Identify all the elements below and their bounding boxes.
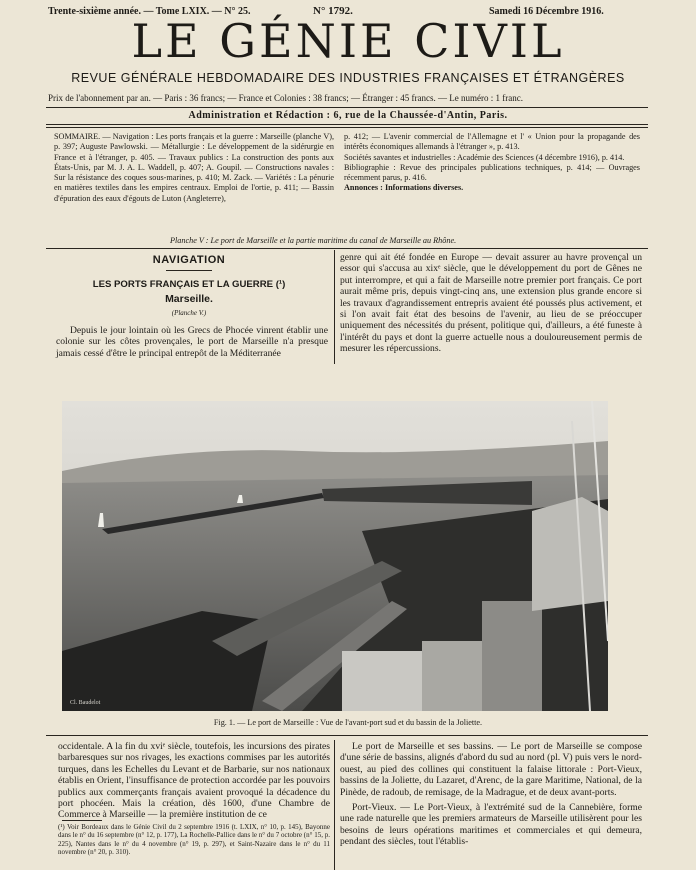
issue-date: Samedi 16 Décembre 1916. [489, 6, 604, 17]
caption-rule [46, 735, 648, 736]
administration-address: Administration et Rédaction : 6, rue de la Chaussée-d'Antin, Paris. [188, 110, 508, 121]
summary-rule [46, 248, 648, 249]
port-vieux-paragraph: Port-Vieux. — Le Port-Vieux, à l'extrémité sud de la Cannebière, forme une rade naturelle que les premiers armateurs de Marseille utilisèrent pour les besoins de leurs opérations maritimes et commerciales et qui demeura, pendant des siècles, tout l'établis- [340, 802, 642, 848]
issue-number: N° 1792. [313, 5, 353, 17]
section-title: NAVIGATION [152, 254, 226, 266]
article-subtitle: Marseille. [165, 293, 213, 305]
figure-caption: Fig. 1. — Le port de Marseille : Vue de l'avant-port sud et du bassin de la Joliette. [213, 718, 483, 727]
summary-right-item: p. 412; — L'avenir commercial de l'Allemagne et l' « Union pour la propagande des intérêts économiques allemands à l'étranger », p. 413. [344, 132, 640, 152]
footnote: (¹) Voir Bordeaux dans le Génie Civil du 2 septembre 1916 (t. LXIX, n° 10, p. 145), Bayonne dans le n° du 16 septembre (n° 12, p. 177), La Rochelle-Pallice dans le n° du 7 octobre (n° 15, p. 225), Nantes dans le n° du 4 novembre (n° 19, p. 297), et Saint-Nazaire dans le n° du 11 novembre (n° 20, p. 310). [58, 823, 330, 857]
summary-right-item: Bibliographie : Revue des principales publications techniques, p. 414; — Ouvrages récemment parus, p. 416. [344, 162, 640, 183]
section-rule [166, 270, 212, 271]
basins-paragraph: Le port de Marseille et ses bassins. — Le port de Marseille se compose d'une série de bassins, alignés d'abord du sud au nord (pl. V) puis vers le nord-ouest, au pied des collines qui constituent la falaise littorale : Port-Vieux, bassins de la Joliette, du Lazaret, d'Arenc, de la gare Maritime, National, de la Pinède, de radoub, de remisage, de la Madrague, et de deux avant-ports. [340, 741, 642, 798]
harbour-photo [62, 401, 608, 711]
issue-info: Trente-sixième année. — Tome LXIX. — N° 25. [48, 6, 251, 17]
harbour-photo-illustration [62, 401, 608, 711]
header-double-rule [46, 124, 648, 128]
article-col2: genre qui ait été fondée en Europe — devait assurer au havre provençal un essor qui s'accusa au xixᵉ siècle, que le développement du port de Gênes ne put interrompre, et qui a fait de Marseille notre premier port français. Ce port aurait même pris, depuis vingt-cinq ans, une extension plus grande encore si les travaux d'agrandissement entrepris avaient été poussés plus activement, et si l'on avait fait état des besoins de l'avenir, au lieu de se préoccuper uniquement des nécessités du présent, politique qui, d'ailleurs, a été funeste à l'intérêt du pays et dont la guerre actuelle nous a douloureusement permis de mesurer les répercussions. [340, 252, 642, 355]
footnote-rule [62, 820, 102, 821]
article-intro: Depuis le jour lointain où les Grecs de Phocée vinrent établir une colonie sur les côtes provençales, le port de Marseille n'a presque jamais cessé d'être le principal entrepôt de la Méditerranée [56, 325, 328, 359]
article-title: LES PORTS FRANÇAIS ET LA GUERRE (¹) [92, 279, 286, 290]
summary-right-item: Annonces : Informations diverses. [344, 183, 464, 193]
column-divider [334, 250, 335, 364]
photo-credit: Cl. Baudelot [70, 700, 101, 706]
summary-left: SOMMAIRE. — Navigation : Les ports français et la guerre : Marseille (planche V), p. 397; Auguste Pawlowski. — Métallurgie : Le développement de la sidérurgie en France et à l'étranger, p. 405. — Travaux publics : La construction des ponts aux États-Unis, par M. J. A. L. Waddell, p. 407; A. Goupil. — Constructions navales : Sur la résistance des coques sous-marines, p. 410; M. Zack. — Variétés : La pénurie en matières textiles dans les empires centraux. Emploi de l'ortie, p. 411; — Bassin d'épuration des eaux d'égouts de Luton (Angleterre), [54, 132, 334, 203]
planche-reference: (Planche V.) [171, 309, 207, 317]
article-col2-lower [340, 741, 642, 848]
planche-note: Planche V : Le port de Marseille et la partie maritime du canal de Marseille au Rhône. [170, 236, 457, 245]
journal-title: LE GÉNIE CIVIL [131, 14, 565, 68]
subscription-price: Prix de l'abonnement par an. — Paris : 36 francs; — France et Colonies : 38 francs; — Étranger : 45 francs. — Le numéro : 1 franc. [48, 93, 523, 103]
header-rule [46, 107, 648, 108]
article-continuation: occidentale. A la fin du xviᵉ siècle, toutefois, les incursions des pirates barbaresques sur nos rivages, les exactions commises par les autorités turques, dans les Echelles du Levant et de Barbarie, sur nos nationaux établis en Orient, l'insuffisance de protection accordée par les pouvoirs publics aux commerçants français avaient provoqué la décadence du port phocéen. Mais la création, dès 1600, d'une Chambre de Commerce à Marseille — la première institution de ce [58, 741, 330, 821]
summary-right [344, 132, 640, 194]
summary-right-item: Sociétés savantes et industrielles : Académie des Sciences (4 décembre 1916), p. 414. [344, 152, 625, 162]
journal-subtitle: REVUE GÉNÉRALE HEBDOMADAIRE DES INDUSTRIES FRANÇAISES ET ÉTRANGÈRES [71, 71, 625, 85]
column-divider-lower [334, 740, 335, 870]
